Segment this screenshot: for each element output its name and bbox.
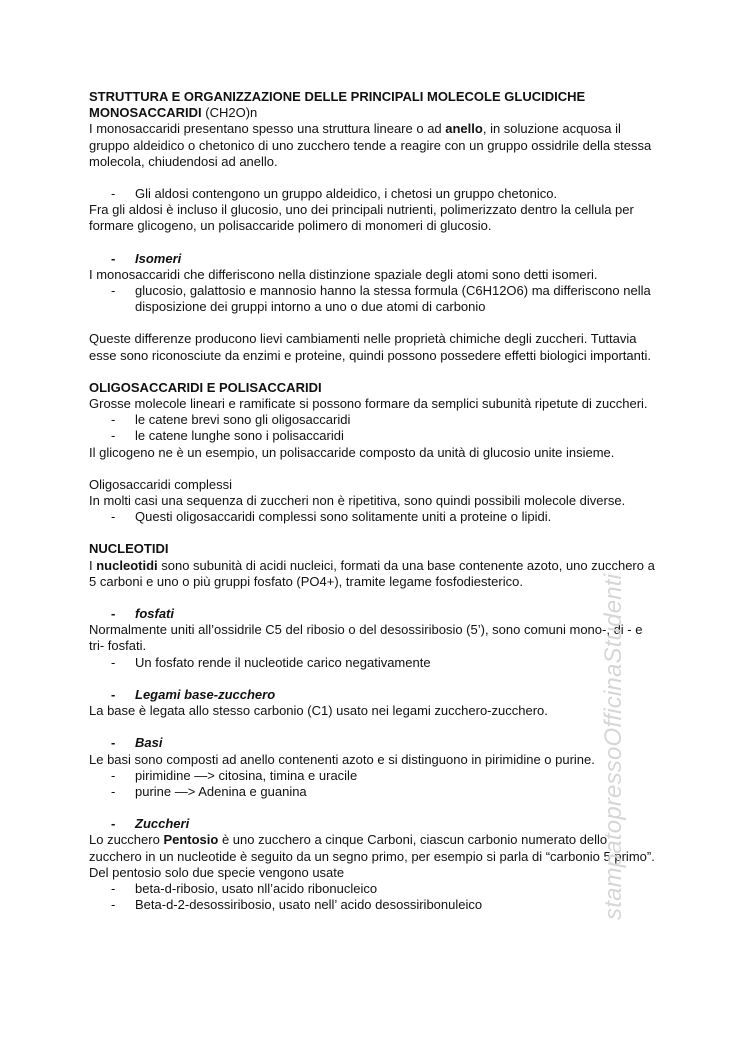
list-item-text: beta-d-ribosio, usato nll’acido ribonucleico (135, 880, 378, 896)
paragraph: In molti casi una sequenza di zuccheri non è ripetitiva, sono quindi possibili molecole diverse. (89, 493, 626, 509)
list-item: - Un fosfato rende il nucleotide carico negativamente (111, 654, 431, 670)
watermark-text: stampatopressoOfficinaStudenti (600, 573, 627, 920)
section-title-strutture: STRUTTURA E ORGANIZZAZIONE DELLE PRINCIPALI MOLECOLE GLUCIDICHE (89, 89, 586, 104)
text-run: Lo zucchero (89, 832, 164, 848)
paragraph: I monosaccaridi che differiscono nella distinzione spaziale degli atomi sono detti isomeri. (89, 266, 598, 282)
bold-term: anello (445, 121, 483, 137)
list-item: - pirimidine —> citosina, timina e uracile (111, 767, 358, 783)
subheading-text: fosfati (135, 606, 174, 622)
list-item: - Gli aldosi contengono un gruppo aldeidico, i chetosi un gruppo chetonico. (111, 186, 558, 202)
bold-term: Pentosio (163, 832, 219, 848)
list-item: - le catene brevi sono gli oligosaccaridi (111, 412, 351, 428)
list-item-text: glucosio, galattosio e mannosio hanno la stessa formula (C6H12O6) ma differiscono nella disposizione dei gruppi intorno a uno o due atomi di carbonio (135, 283, 651, 315)
section-title-nucleotidi: NUCLEOTIDI (89, 541, 169, 557)
paragraph: Le basi sono composti ad anello contenenti azoto e si distinguono in pirimidine o purine. (89, 751, 595, 767)
list-item: - glucosio, galattosio e mannosio hanno la stessa formula (C6H12O6) ma differiscono nella disposizione dei gruppi intorno a uno o due atomi di carbonio (111, 283, 651, 315)
list-item: - Beta-d-2-desossiribosio, usato nell’ acido desossiribonuleico (111, 897, 483, 913)
list-item-text: purine —> Adenina e guanina (135, 783, 307, 799)
bold-term: nucleotidi (96, 557, 158, 573)
list-item-text: le catene lunghe sono i polisaccaridi (135, 428, 344, 444)
list-item-text: pirimidine —> citosina, timina e uracile (135, 767, 358, 783)
text-run: è uno zucchero a cinque Carboni, ciascun carbonio numerato dello zucchero in un nucleotide è seguito da un segno primo, per esempio si parla di “carbonio 5 primo”. (89, 832, 655, 864)
list-item: - purine —> Adenina e guanina (111, 783, 307, 799)
paragraph: Del pentosio solo due specie vengono usate (89, 864, 345, 880)
list-item: - le catene lunghe sono i polisaccaridi (111, 428, 344, 444)
paragraph (89, 558, 661, 590)
list-item: - beta-d-ribosio, usato nll’acido ribonucleico (111, 880, 378, 896)
monosaccaridi-heading (89, 105, 661, 121)
list-item-text: le catene brevi sono gli oligosaccaridi (135, 412, 351, 428)
text-run: , in soluzione acquosa il gruppo aldeidico o chetonico di uno zucchero tende a reagire con un gruppo ossidrile della stessa molecola, chiudendosi ad anello. (89, 121, 652, 169)
paragraph: Queste differenze producono lievi cambiamenti nelle proprietà chimiche degli zuccheri. Tuttavia esse sono riconosciute da enzimi e proteine, quindi possono possedere effetti biologici importanti. (89, 331, 651, 363)
subheading-legami: - Legami base-zucchero (111, 686, 276, 702)
paragraph (89, 832, 661, 864)
subheading-basi: - Basi (111, 735, 163, 751)
paragraph (89, 121, 661, 170)
paragraph: Normalmente uniti all’ossidrile C5 del ribosio o del desossiribosio (5’), sono comuni mono-, di - e tri- fosfati. (89, 622, 643, 654)
subheading-text: Basi (135, 735, 163, 751)
list-item-text: Questi oligosaccaridi complessi sono solitamente uniti a proteine o lipidi. (135, 509, 552, 525)
subheading-zuccheri: - Zuccheri (111, 816, 190, 832)
text-run: I (89, 557, 97, 573)
document-page (89, 89, 661, 913)
list-item-text: Gli aldosi contengono un gruppo aldeidico, i chetosi un gruppo chetonico. (135, 186, 558, 202)
list-item: - Questi oligosaccaridi complessi sono solitamente uniti a proteine o lipidi. (111, 509, 552, 525)
paragraph: Grosse molecole lineari e ramificate si possono formare da semplici subunità ripetute di zuccheri. (89, 396, 648, 412)
list-item-text: Un fosfato rende il nucleotide carico negativamente (135, 654, 431, 670)
monosaccaridi-label: MONOSACCARIDI (89, 105, 202, 121)
text-run: sono subunità di acidi nucleici, formati da una base contenente azoto, uno zucchero a 5 carboni e uno o più gruppi fosfato (PO4+), tramite legame fosfodiesterico. (89, 557, 655, 589)
paragraph: Fra gli aldosi è incluso il glucosio, uno dei principali nutrienti, polimerizzato dentro la cellula per formare glicogeno, un polisaccaride polimero di monomeri di glucosio. (89, 202, 634, 234)
subheading-text: Zuccheri (135, 816, 190, 832)
paragraph: Oligosaccaridi complessi (89, 476, 233, 492)
subheading-text: Legami base-zucchero (135, 686, 276, 702)
subheading-isomeri: - Isomeri (111, 250, 182, 266)
text-run: I monosaccaridi presentano spesso una struttura lineare o ad (89, 121, 446, 137)
paragraph: Il glicogeno ne è un esempio, un polisaccaride composto da unità di glucosio unite insieme. (89, 444, 615, 460)
paragraph: La base è legata allo stesso carbonio (C1) usato nei legami zucchero-zucchero. (89, 703, 548, 719)
list-item-text: Beta-d-2-desossiribosio, usato nell’ acido desossiribonuleico (135, 897, 483, 913)
section-title-oligosaccaridi: OLIGOSACCARIDI E POLISACCARIDI (89, 379, 322, 395)
monosaccaridi-formula: (CH2O)n (201, 105, 258, 121)
subheading-text: Isomeri (135, 250, 182, 266)
subheading-fosfati: - fosfati (111, 606, 174, 622)
